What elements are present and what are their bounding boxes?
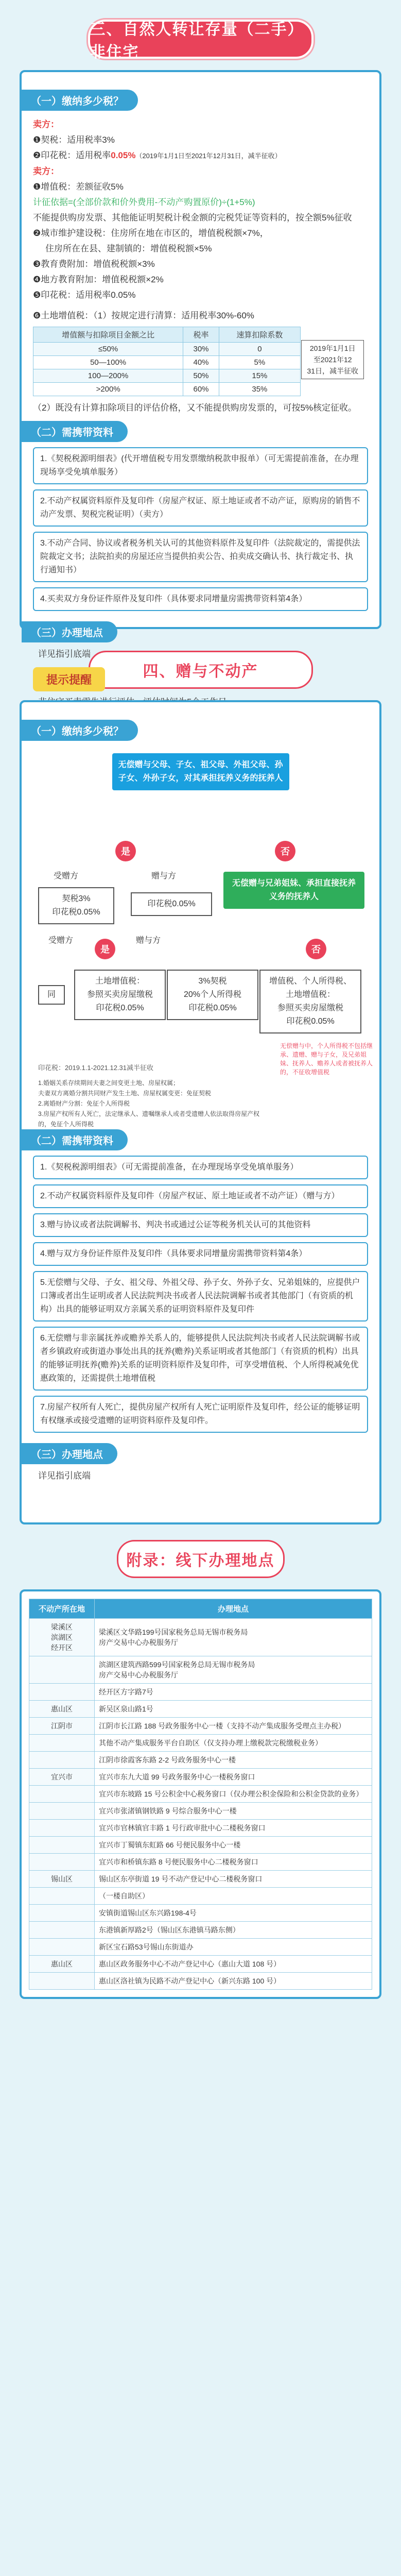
- appendix-panel: [20, 1589, 381, 1999]
- address-cell: 江阴市徐霞客东路 2-2 号政务服务中心一楼: [95, 1752, 372, 1769]
- flow-give-tax: 印花税0.05%: [131, 892, 212, 916]
- table-row: [29, 1922, 372, 1939]
- table-row: 50—100% 40% 5%: [33, 356, 301, 369]
- flow-no: 否: [275, 841, 295, 861]
- buyer-stamp: ❺印花税：适用税率0.05%: [33, 290, 136, 300]
- flow-deed-box: 3%契税 20%个人所得税 印花税0.05%: [167, 970, 258, 1020]
- address-cell: 安镇街道锡山区东兴路198-4号: [95, 1905, 372, 1922]
- material-item: 4.赠与双方身份证件原件及复印件（具体要求同增量房需携带资料第4条）: [33, 1242, 368, 1266]
- district-cell: [29, 1786, 95, 1803]
- section4-panel: [20, 700, 381, 1524]
- address-cell: 梁溪区文华路199号国家税务总局无锡市税务局 房产交易中心办税服务厅: [95, 1619, 372, 1656]
- buyer-edu: ❸教育费附加：增值税税额×3%: [33, 259, 155, 269]
- table-row: [29, 1769, 372, 1786]
- table-row: [29, 1684, 372, 1701]
- flow-mid-box: 无偿赠与兄弟姐妹、承担直接抚养义务的抚养人: [223, 872, 364, 909]
- buyer-local: ❹地方教育附加：增值税税额×2%: [33, 275, 164, 284]
- district-cell: [29, 1752, 95, 1769]
- buyer-land-tax: ❻土地增值税：（1）按规定进行清算：适用税率30%-60%: [33, 311, 254, 320]
- section3-title: 三、自然人转让存量（二手）非住宅: [88, 20, 313, 59]
- flow-side-note: 无偿赠与中，个人所得税不包括继承、遗赠、赠与子女，及兄弟姐妹、抚养人、赡养人或者被抚养人的，不征收增值税: [280, 1042, 373, 1076]
- material-item: 1.《契税税源明细表》（可无需提前准备，在办理现场享受免填单服务）: [33, 1156, 368, 1179]
- address-cell: 宜兴市官林镇官丰路 1 号行政审批中心二楼税务窗口: [95, 1820, 372, 1837]
- flow-recv-tax: 契税3% 印花税0.05%: [38, 887, 114, 924]
- table-row: [29, 1939, 372, 1956]
- address-cell: 东港镇新厚路2号（锡山区东港镇马路东侧）: [95, 1922, 372, 1939]
- address-cell: 经开区方字路7号: [95, 1684, 372, 1701]
- table-row: 100—200% 50% 15%: [33, 369, 301, 383]
- sec4-tax-heading: （一）缴纳多少税？: [22, 720, 138, 741]
- table-row: [29, 1820, 372, 1837]
- flow-same: 同: [38, 985, 65, 1005]
- sec3-materials-heading: （二）需携带资料: [22, 421, 128, 442]
- material-item: 4.买卖双方身份证件原件及复印件（具体要求同增量房需携带资料第4条）: [33, 587, 368, 611]
- district-cell: [29, 1905, 95, 1922]
- sec3-place-heading: （三）办理地点: [22, 621, 117, 642]
- section4-title: 四、赠与不动产: [89, 651, 313, 689]
- flow-yes-2: 是: [95, 939, 115, 959]
- table-row: [29, 1752, 372, 1769]
- flow-give2-label: 赠与方: [136, 936, 161, 945]
- seller-deed: ❶契税：适用税率3%: [33, 135, 115, 145]
- sec4-place: 详见指引底端: [38, 1471, 91, 1481]
- gift-flowchart: [33, 753, 373, 1128]
- buyer-city-tax-2: 住房所在在县、建制镇的：增值税税额×5%: [45, 244, 212, 253]
- table-row: [29, 1905, 372, 1922]
- address-cell: 其他不动产集成服务平台自助区（仅支持办理上缴税款完税缴税业务）: [95, 1735, 372, 1752]
- table-row: ≤50% 30% 0: [33, 343, 301, 356]
- buyer-land-tax-2: （2）既没有计算扣除项目的评估价格，又不能提供购房发票的，可按5%核定征收。: [33, 403, 357, 413]
- reduce-note: 2019年1月1日 至2021年12 31日，减半征收: [301, 340, 364, 379]
- address-cell: 新区宝石路53号锡山东街道办: [95, 1939, 372, 1956]
- district-cell: [29, 1656, 95, 1684]
- table-row: [29, 1837, 372, 1854]
- district-cell: [29, 1684, 95, 1701]
- address-cell: 新吴区泉山路1号: [95, 1701, 372, 1718]
- flow-yes: 是: [115, 841, 136, 861]
- district-cell: [29, 1803, 95, 1820]
- flow-no-2: 否: [306, 939, 326, 959]
- tip-label: 提示提醒: [33, 667, 105, 691]
- table-row: >200% 60% 35%: [33, 383, 301, 396]
- address-cell: 江阴市长江路 188 号政务服务中心一楼（支持不动产集成服务受理点主办税）: [95, 1718, 372, 1735]
- district-cell: 惠山区: [29, 1701, 95, 1718]
- district-cell: 锡山区: [29, 1871, 95, 1888]
- material-item: 2.不动产权属资料原件及复印件（房屋产权证、原土地证或者不动产证）（赠与方）: [33, 1184, 368, 1208]
- table-row: [29, 1803, 372, 1820]
- seller-label: 卖方：: [33, 120, 59, 129]
- buyer-vat-note: 不能提供购房发票、其他能证明契税计税金额的完税凭证等资料的，按全额5%征收: [33, 213, 352, 223]
- table-row: [29, 1619, 372, 1656]
- material-item: 6.无偿赠与非亲属抚养或赡养关系人的，能够提供人民法院判决书或者人民法院调解书或者乡镇政府或街道办事处出具的抚养(赡养)关系证明或者其他部门（有资质的机构）出具的能够证明抚养(赡养)关系的证明资料原件及复印件，可享受增值税、个人所得税减免优惠政策的，还需提供土地增值税: [33, 1327, 368, 1391]
- flow-land-box: 土地增值税： 参照买卖房屋缴税 印花税0.05%: [74, 970, 166, 1020]
- material-item: 3.赠与协议或者法院调解书、判决书或通过公证等税务机关认可的其他资料: [33, 1213, 368, 1237]
- district-cell: [29, 1973, 95, 1990]
- sec3-tax-heading: （一）缴纳多少税？: [22, 90, 138, 111]
- buyer-label: 卖方：: [33, 166, 59, 176]
- table-row: [29, 1656, 372, 1684]
- address-cell: 宜兴市和桥镇东路 8 号便民服务中心二楼税务窗口: [95, 1854, 372, 1871]
- address-cell: 宜兴市张渚镇钢铁路 9 号综合服务中心一楼: [95, 1803, 372, 1820]
- district-cell: [29, 1922, 95, 1939]
- address-cell: 滨湖区建筑西路599号国家税务总局无锡市税务局 房产交易中心办税服务厅: [95, 1656, 372, 1684]
- sec4-place-heading: （三）办理地点: [22, 1443, 117, 1464]
- flow-give-label: 赠与方: [151, 872, 177, 880]
- flow-right-box: 增值税、个人所得税、土地增值税： 参照买卖房屋缴税 印花税0.05%: [259, 970, 361, 1033]
- address-cell: （一楼自助区）: [95, 1888, 372, 1905]
- sec4-materials-heading: （二）需携带资料: [22, 1129, 128, 1150]
- address-cell: 宜兴市丁蜀镇东虹路 66 号便民服务中心一楼: [95, 1837, 372, 1854]
- table-row: [29, 1973, 372, 1990]
- buyer-vat: ❶增值税：差额征收5%: [33, 182, 124, 192]
- district-cell: [29, 1735, 95, 1752]
- table-row: [29, 1854, 372, 1871]
- buyer-vat-formula: 计征依据=(全部价款和价外费用-不动产购置原价)÷(1+5%): [33, 197, 255, 207]
- address-cell: 锡山区东亭街道 19 号不动产登记中心二楼税务窗口: [95, 1871, 372, 1888]
- district-cell: [29, 1888, 95, 1905]
- address-cell: 宜兴市东九大道 99 号政务服务中心一楼税务窗口: [95, 1769, 372, 1786]
- material-item: 3.不动产合同、协议或者税务机关认可的其他资料原件及复印件（法院裁定的，需提供法院裁定文书；法院拍卖的房屋还应当提供拍卖公告、拍卖成交确认书、执行裁定书、执行通知书）: [33, 532, 368, 582]
- district-cell: [29, 1837, 95, 1854]
- material-item: 1.《契税税源明细表》(代开增值税专用发票缴纳税款申报单）（可无需提前准备，在办理现场享受免填单服务）: [33, 447, 368, 484]
- appendix-title: 附录：线下办理地点: [117, 1540, 285, 1578]
- flow-top-box: 无偿赠与父母、子女、祖父母、外祖父母、孙子女、外孙子女，对其承担抚养义务的抚养人: [112, 753, 289, 790]
- district-cell: 宜兴市: [29, 1769, 95, 1786]
- table-row: [29, 1786, 372, 1803]
- district-cell: [29, 1854, 95, 1871]
- flow-recv2-label: 受赠方: [48, 936, 74, 945]
- district-cell: 梁溪区 滨湖区 经开区: [29, 1619, 95, 1656]
- table-row: [29, 1956, 372, 1973]
- flow-time-note: 印花税：2019.1.1-2021.12.31减半征收: [38, 1064, 153, 1072]
- material-item: 7.房屋产权所有人死亡，提供房屋产权所有人死亡证明原件及复印件，经公证的能够证明有权继承或接受遗赠的证明资料原件及复印件。: [33, 1396, 368, 1433]
- district-cell: [29, 1820, 95, 1837]
- address-cell: 宜兴市东坡路 15 号公积金中心税务窗口（仅办理公积金保险和公积金贷款的业务）: [95, 1786, 372, 1803]
- district-cell: [29, 1939, 95, 1956]
- sec3-place: 详见指引底端: [38, 649, 91, 659]
- district-cell: 江阴市: [29, 1718, 95, 1735]
- land-tax-table: 增值额与扣除项目金额之比 税率 速算扣除系数 ≤50% 30% 0 50—100% 40% 5% 100—200% 50% 15% >200% 60% 35%: [33, 327, 301, 396]
- seller-stamp: ❷印花税：适用税率0.05%（2019年1月1日至2021年12月31日，减半征收）: [33, 150, 282, 160]
- buyer-city-tax: ❷城市维护建设税：住房所在地在市区的，增值税税额×7%，: [33, 228, 269, 238]
- material-item: 5.无偿赠与父母、子女、祖父母、外祖父母、孙子女、外孙子女、兄弟姐妹的，应提供户口簿或者出生证明或者人民法院判决书或者人民法院调解书或者其他部门（有资质的机构）出具的能够证明双方亲属关系的证明资料原件及复印件: [33, 1271, 368, 1321]
- table-row: [29, 1871, 372, 1888]
- district-cell: 惠山区: [29, 1956, 95, 1973]
- table-row: [29, 1888, 372, 1905]
- table-row: [29, 1718, 372, 1735]
- table-row: [29, 1735, 372, 1752]
- address-cell: 惠山区政务服务中心不动产登记中心（惠山大道 108 号）: [95, 1956, 372, 1973]
- flow-notes: 1.婚姻关系存续期间夫妻之间变更土地、房屋权属； 夫妻双方离婚分割共同财产发生土地、房屋权属变更：免征契税 2.离婚财产分割：免征个人所得税 3.房屋产权所有人死亡，法定继承人、遗嘱继承人或者受遗赠人依法取得房屋产权的，免征个人所得税: [38, 1079, 260, 1128]
- material-item: 2.不动产权属资料原件及复印件（房屋产权证、原土地证或者不动产证，原购房的销售不动产发票、契税完税证明）（卖方）: [33, 489, 368, 527]
- address-cell: 惠山区洛社镇为民路不动产登记中心（新兴东路 100 号）: [95, 1973, 372, 1990]
- flow-recv-label: 受赠方: [54, 872, 79, 880]
- table-row: [29, 1701, 372, 1718]
- address-table: 不动产所在地 办理地点 梁溪区 滨湖区 经开区 梁溪区文华路199号国家税务总局无锡市税务局 房产交易中心办税服务厅 滨湖区建筑西路599号国家税务总局无锡市税务局 房产交易中心办税服务厅 经开区方字路7号 惠山区 新吴区泉山路1号 江阴市 江阴市长江路 188 号政务服务中心一楼（支持不动产集成服务受理点主办税） 其他不动产集成服务平台自助区（仅支持办理上缴税款完税缴税业务） 江阴市徐霞客东路 2-2 号政务服务中心一楼 宜兴市 宜兴市东九大道 99 号政务服务中心一楼税务窗口 宜兴市东坡路 15 号公积金中心税务窗口（仅办理公积金保险和公积金贷款的业务） 宜兴市张渚镇钢铁路 9 号综合服务中心一楼 宜兴市官林镇官丰路 1 号行政审批中心二楼税务窗口 宜兴市丁蜀镇东虹路 66 号便民服务中心一楼 宜兴市和桥镇东路 8 号便民服务中心二楼税务窗口 锡山区 锡山区东亭街道 19 号不动产登记中心二楼税务窗口 （一楼自助区） 安镇街道锡山区东兴路198-4号 东港镇新厚路2号（锡山区东港镇马路东侧） 新区宝石路53号锡山东街道办 惠山区 惠山区政务服务中心不动产登记中心（惠山大道 108 号） 惠山区洛社镇为民路不动产登记中心（新兴东路 100 号）: [29, 1599, 372, 1990]
